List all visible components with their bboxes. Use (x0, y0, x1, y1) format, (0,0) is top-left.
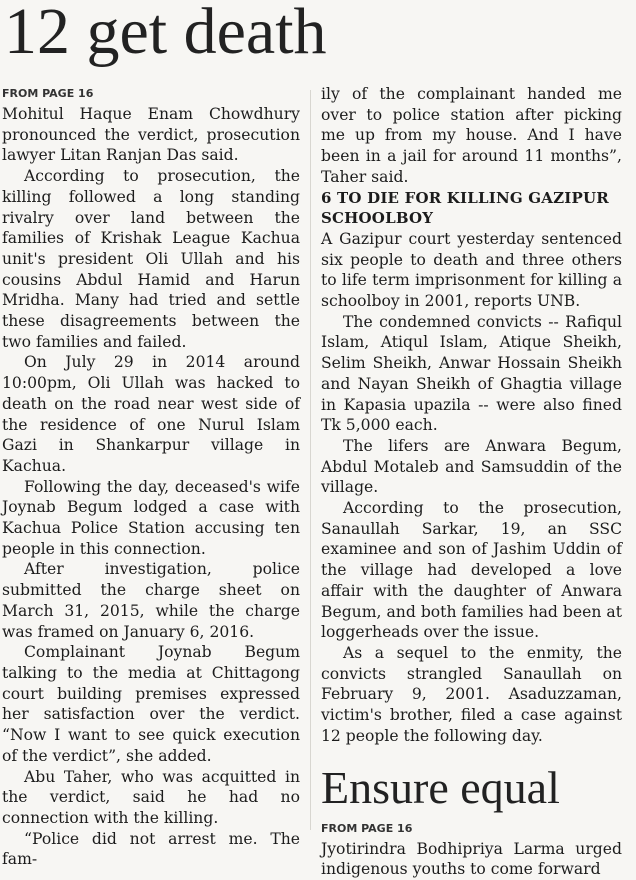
story2-paragraph: The condemned convicts -- Rafiqul Islam, Atiqul Islam, Atique Sheikh, Selim Sheikh, Anwar Hossain Sheikh and Nayan Sheikh of Ghagtia village in Kapasia upazila -- were also fined Tk 5,000 each. (321, 312, 622, 435)
story1-paragraph: According to prosecution, the killing followed a long standing rivalry over land between the families of Krishak League Kachua unit's president Oli Ullah and his cousins Abdul Hamid and Harun Mridha. Many had tried and settle these disagreements between the two families and failed. (2, 167, 300, 351)
story1-paragraph: After investigation, police submitted the charge sheet on March 31, 2015, while the charge was framed on January 6, 2016. (2, 560, 300, 641)
kicker-from-page-16: FROM PAGE 16 (2, 87, 94, 100)
story1-paragraph: On July 29 in 2014 around 10:00pm, Oli Ullah was hacked to death on the road near west side of the residence of one Nurul Islam Gazi in Shankarpur village in Kachua. (2, 353, 300, 475)
story2-paragraph: According to the prosecution, Sanaullah Sarkar, 19, an SSC examinee and son of Jashim Uddin of the village had developed a love affair with the daughter of Anwara Begum, and both families had been at loggerheads over the issue. (321, 499, 622, 642)
story2-paragraph: As a sequel to the enmity, the convicts strangled Sanaullah on February 9, 2001. Asaduzzaman, victim's brother, filed a case against 12 people the following day. (321, 643, 622, 745)
story3-paragraph: Jyotirindra Bodhipriya Larma urged indigenous youths to come forward (321, 839, 622, 879)
headline-ensure-equal: Ensure equal (321, 761, 560, 813)
right-column (321, 84, 622, 880)
column-rule (310, 90, 311, 830)
story1-paragraph: “Police did not arrest me. The fam- (2, 829, 300, 869)
headline-12-get-death: 12 get death (4, 0, 327, 68)
story1-paragraph: Abu Taher, who was acquitted in the verdict, said he had no connection with the killing. (2, 767, 300, 827)
story2-paragraph: The lifers are Anwara Begum, Abdul Motaleb and Samsuddin of the village. (321, 436, 622, 497)
story2-paragraph: A Gazipur court yesterday sentenced six people to death and three others to life term imprisonment for killing a schoolboy in 2001, reports UNB. (321, 229, 622, 311)
story1-paragraph: Complainant Joynab Begum talking to the media at Chittagong court building premises expressed her satisfaction over the verdict. “Now I want to see quick execution of the verdict”, she added. (2, 643, 300, 765)
left-column (2, 84, 300, 870)
story1-paragraph: Mohitul Haque Enam Chowdhury pronounced the verdict, prosecution lawyer Litan Ranjan Das said. (2, 105, 300, 165)
subhead-gazipur-schoolboy: 6 TO DIE FOR KILLING GAZIPUR SCHOOLBOY (321, 188, 609, 228)
kicker-from-page-16: FROM PAGE 16 (321, 821, 413, 835)
story1-paragraph: Following the day, deceased's wife Joynab Begum lodged a case with Kachua Police Station accusing ten people in this connection. (2, 477, 300, 558)
story1-paragraph-continued: ily of the complainant handed me over to police station after picking me up from my house. And I have been in a jail for around 11 months”, Taher said. (321, 85, 622, 186)
